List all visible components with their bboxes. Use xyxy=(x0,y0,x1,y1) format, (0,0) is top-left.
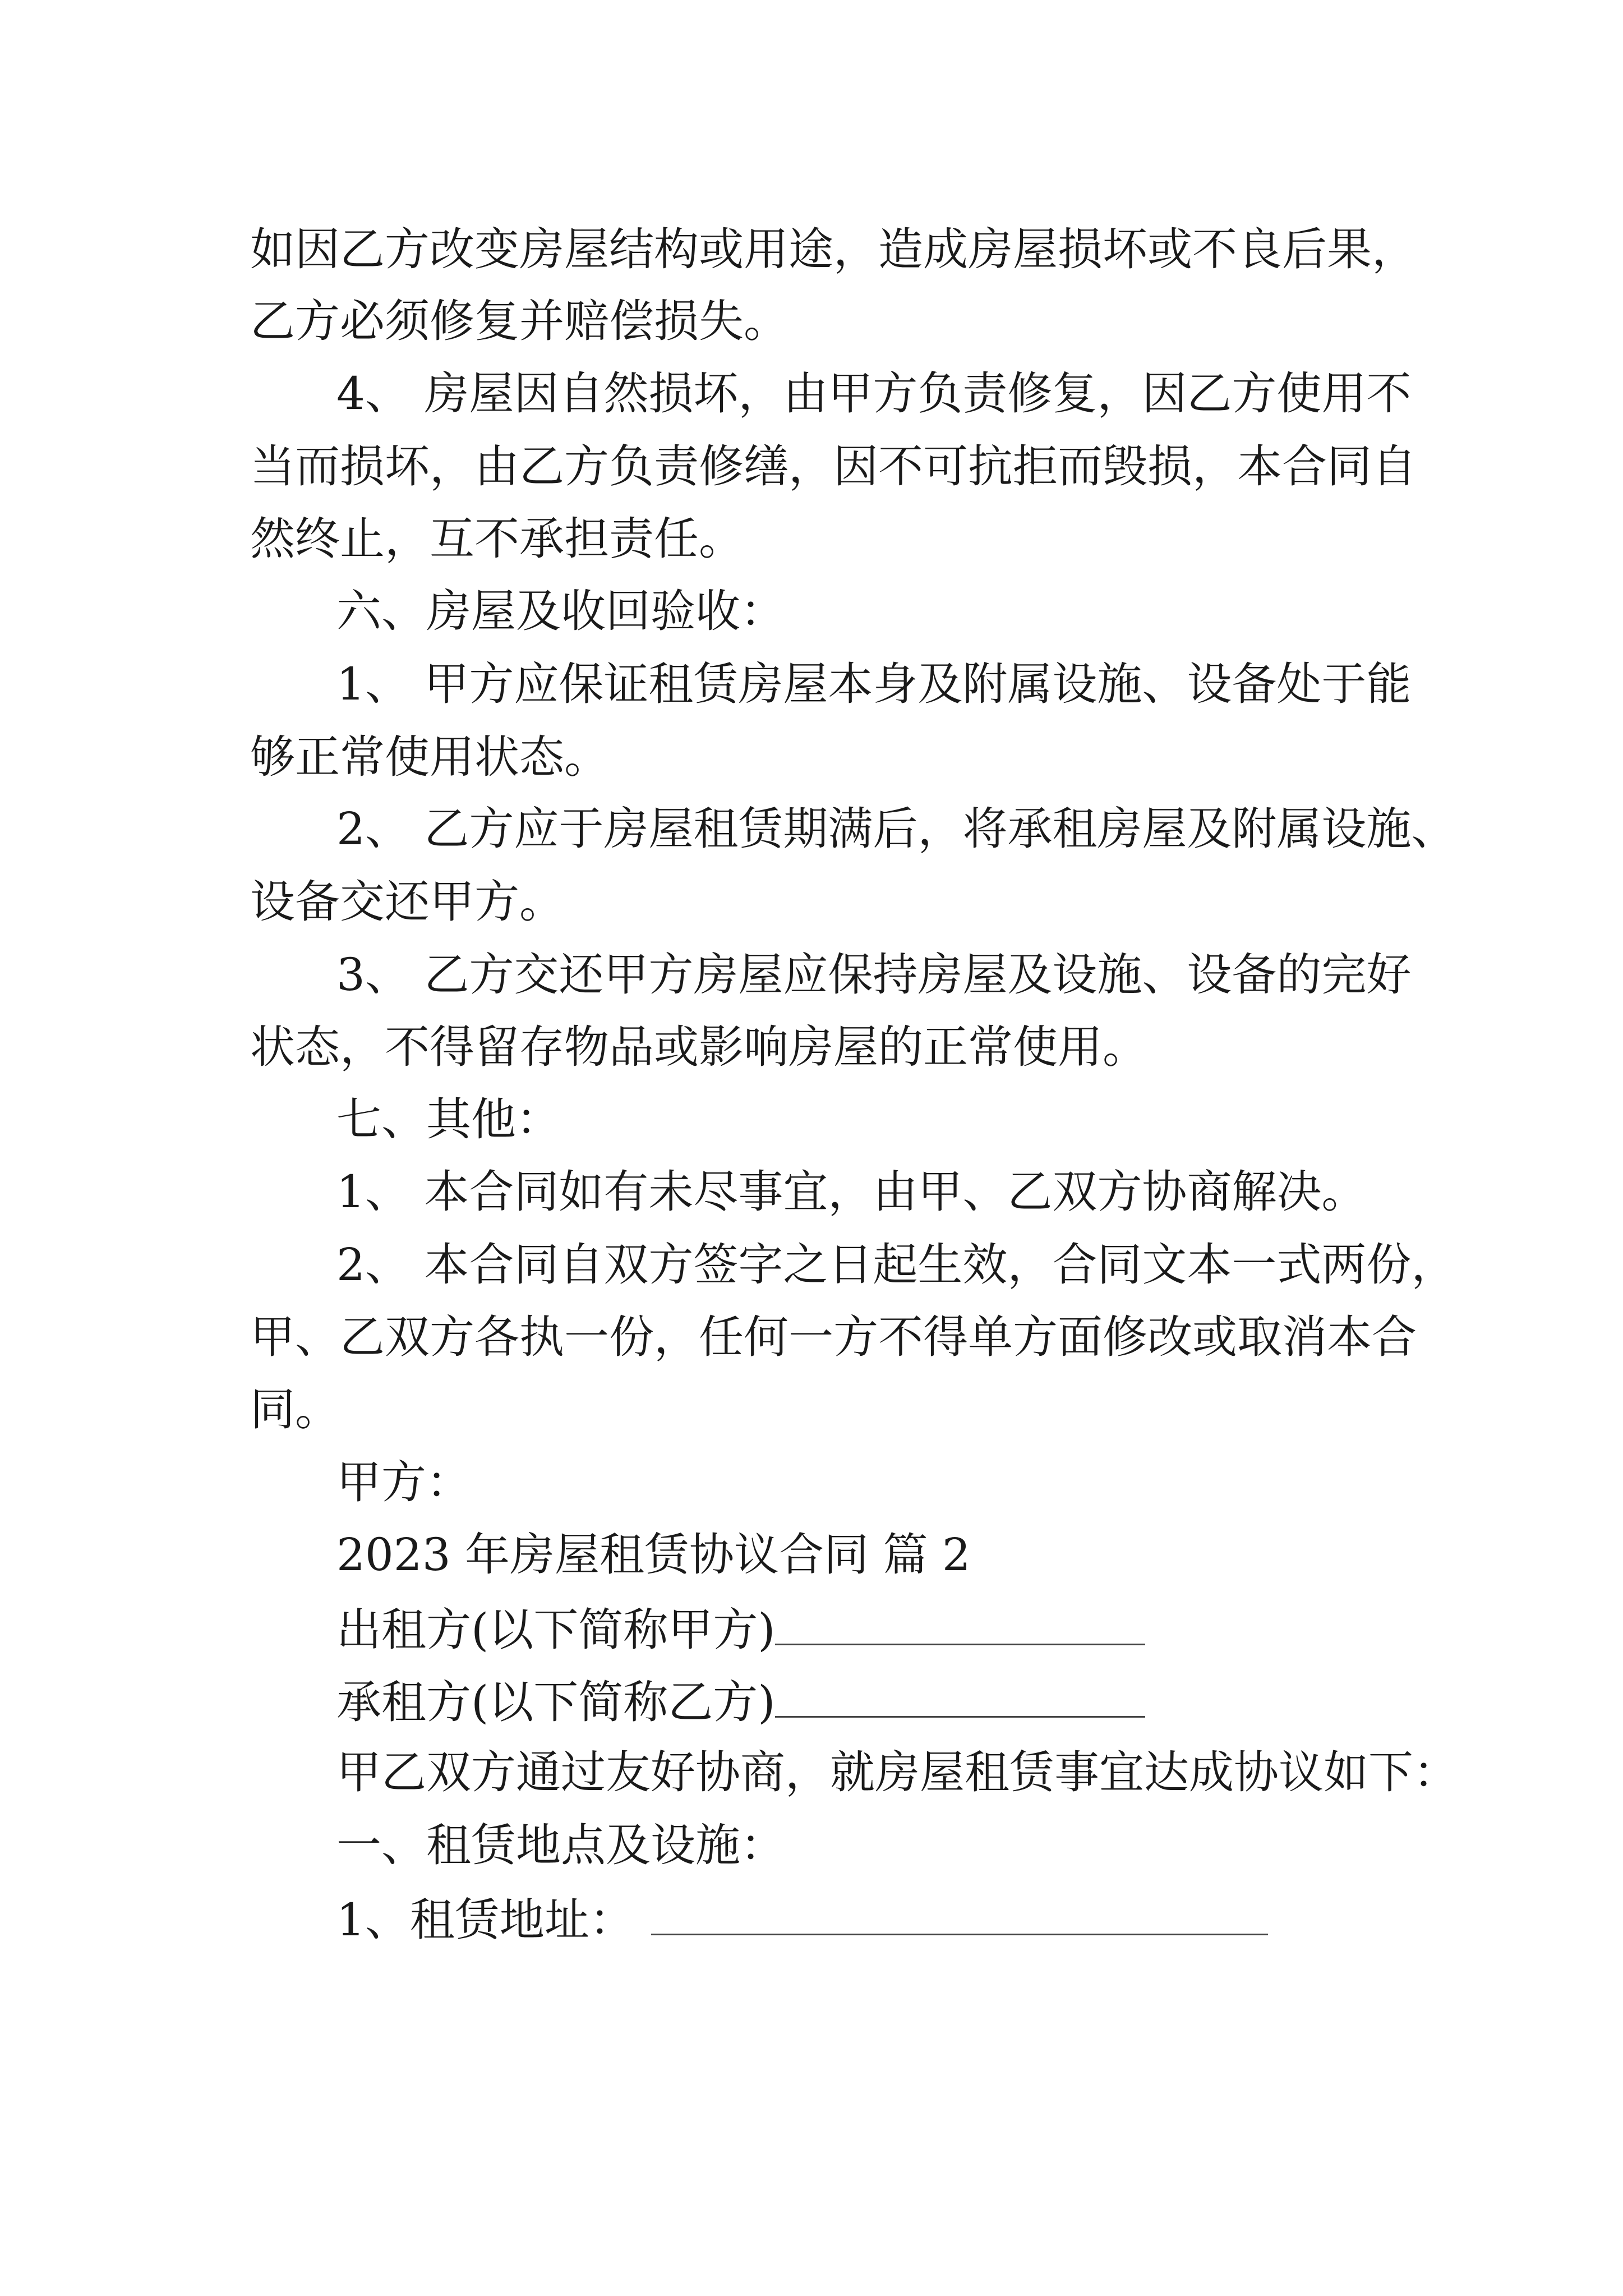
paragraph-line: 2、 乙方应于房屋租赁期满后，将承租房屋及附属设施、 xyxy=(336,803,1456,855)
lessor-blank xyxy=(775,1600,1145,1645)
paragraph-line: 设备交还甲方。 xyxy=(250,876,564,928)
paragraph-line: 2、 本合同自双方签字之日起生效，合同文本一式两份， xyxy=(336,1239,1456,1291)
lessee-label: 承租方(以下简称乙方) xyxy=(336,1676,776,1728)
paragraph-line: 甲乙双方通过友好协商，就房屋租赁事宜达成协议如下： xyxy=(336,1746,1458,1798)
paragraph-line: 当而损坏，由乙方负责修缮，因不可抗拒而毁损，本合同自 xyxy=(250,440,1417,493)
paragraph-line: 如因乙方改变房屋结构或用途，造成房屋损坏或不良后果， xyxy=(250,223,1417,275)
address-blank xyxy=(651,1890,1268,1935)
lessee-blank xyxy=(775,1672,1145,1718)
paragraph-line: 状态，不得留存物品或影响房屋的正常使用。 xyxy=(250,1021,1147,1073)
address-label: 1、租赁地址： xyxy=(336,1894,634,1946)
paragraph-line: 1、 本合同如有未尽事宜，由甲、乙双方协商解决。 xyxy=(336,1166,1367,1218)
section-heading: 六、房屋及收回验收： xyxy=(336,585,785,637)
paragraph-line: 够正常使用状态。 xyxy=(250,731,609,783)
paragraph-line: 3、 乙方交还甲方房屋应保持房屋及设施、设备的完好 xyxy=(336,949,1412,1001)
lessee-line xyxy=(336,1672,1145,1731)
paragraph-line: 4、 房屋因自然损坏，由甲方负责修复，因乙方使用不 xyxy=(336,367,1412,420)
paragraph-line: 然终止，互不承担责任。 xyxy=(250,513,744,565)
paragraph-line: 甲、乙双方各执一份，任何一方不得单方面修改或取消本合 xyxy=(250,1311,1417,1363)
lessor-label: 出租方(以下简称甲方) xyxy=(336,1604,776,1656)
signature-label: 甲方： xyxy=(336,1456,471,1508)
paragraph-line: 同。 xyxy=(250,1383,340,1435)
lessor-line xyxy=(336,1600,1145,1658)
document-title: 2023 年房屋租赁协议合同 篇 2 xyxy=(336,1529,971,1581)
address-line xyxy=(336,1890,1268,1948)
section-heading: 一、租赁地点及设施： xyxy=(336,1819,785,1871)
paragraph-line: 乙方必须修复并赔偿损失。 xyxy=(250,295,789,347)
section-heading: 七、其他： xyxy=(336,1093,561,1145)
paragraph-line: 1、 甲方应保证租赁房屋本身及附属设施、设备处于能 xyxy=(336,658,1412,710)
